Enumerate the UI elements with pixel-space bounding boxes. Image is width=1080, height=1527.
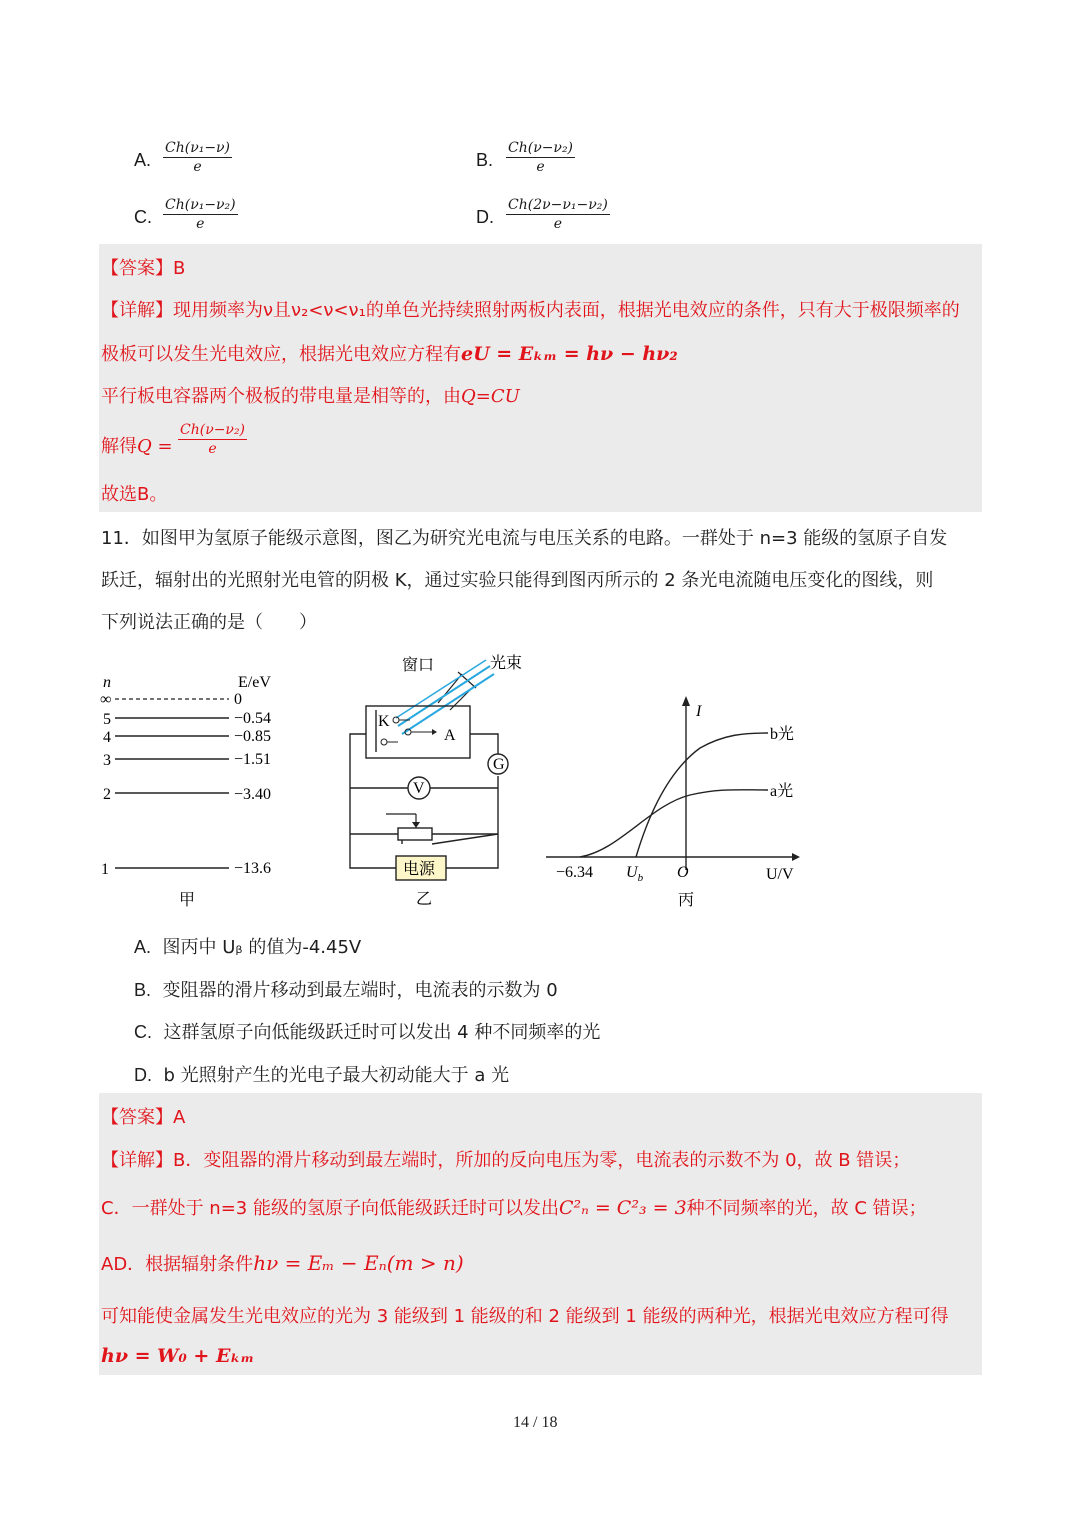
rheostat [398,828,432,840]
level-e-inf: 0 [234,691,242,708]
answer-block-11 [99,1093,982,1375]
level-n-1: 1 [101,861,109,878]
circuit-diagram [340,648,530,910]
answer10-conclusion: 故选B。 [101,484,168,505]
origin-label: O [677,864,689,881]
curve-b-label: b光 [770,726,795,743]
source-label: 电源 [403,861,436,878]
question11-line3: 下列说法正确的是（ ） [101,612,317,633]
option11-a [134,933,361,959]
option-a-fraction [163,140,232,175]
answer10-denominator: e [208,441,217,457]
answer-block-10 [99,244,982,512]
option-c-numerator: Ch(ν₁−ν₂) [165,197,236,213]
option-d-denominator: e [553,216,563,232]
answer10-qcu: Q=CU [461,386,520,407]
iu-graph [540,690,810,912]
answer10-detail-line4 [101,432,173,458]
energy-e-label: E/eV [238,674,271,691]
option11-b-letter: B. [134,980,152,1000]
i-axis-arrow-icon [682,696,690,706]
galvanometer-label: G [493,756,505,773]
answer10-detail-text4: 解得 [101,436,137,457]
question11-line1: 11．如图甲为氢原子能级示意图，图乙为研究光电流与电压关系的电路。一群处于 n=3 能级的氢原子自发 [101,528,948,549]
option11-c-text: 这群氢原子向低能级跃迁时可以发出 4 种不同频率的光 [163,1022,601,1043]
slider-arrow-icon [412,822,420,828]
anode-label: A [444,727,456,744]
answer11-photoelectric-eq: hν = W₀ + Eₖₘ [101,1345,255,1367]
circuit-wires [350,734,498,868]
u-axis-label: U/V [766,866,794,883]
curve-b [636,733,768,857]
option-d-numerator: Ch(2ν−ν₁−ν₂) [508,197,608,213]
ub-subscript: b [637,872,644,884]
option11-b-text: 变阻器的滑片移动到最左端时，电流表的示数为 0 [162,980,558,1001]
answer11-detail-tail2: 种不同频率的光，故 C 错误； [686,1198,927,1219]
option11-b [134,976,558,1002]
level-n-2: 2 [103,786,111,803]
option-b-fraction [506,140,575,175]
option-a-numerator: Ch(ν₁−ν) [165,140,231,156]
beam-label: 光束 [490,655,523,672]
i-axis-label: I [696,703,702,720]
answer10-detail-line1 [101,296,960,322]
answer10-detail-line3 [101,382,520,408]
answer11-radiation-eq: hν = Eₘ − Eₙ(m > n) [253,1251,464,1275]
question11-line2: 跃迁，辐射出的光照射光电管的阴极 K，通过实验只能得到图丙所示的 2 条光电流随电压变化的图线，则 [101,570,934,591]
answer10-detail-text1: 现用频率为ν且ν₂<ν<ν₁的单色光持续照射两板内表面，根据光电效应的条件，只有大于极限频率的 [173,300,960,321]
option-c-fraction [163,197,238,232]
option-b-numerator: Ch(ν−ν₂) [508,140,574,156]
option-a-letter: A. [134,150,152,170]
answer10-numerator: Ch(ν−ν₂) [180,422,246,438]
option11-a-letter: A. [134,937,152,957]
option11-d [134,1061,509,1087]
option11-d-text: b 光照射产生的光电子最大初动能大于 a 光 [163,1065,510,1086]
level-n-inf: ∞ [100,691,112,708]
energy-n-label: n [103,674,111,691]
level-e-5: −0.54 [234,710,272,727]
answer10-line: 【答案】B [101,258,186,279]
answer11-line: 【答案】A [101,1107,186,1128]
level-n-3: 3 [103,752,111,769]
answer10-detail-text3: 平行板电容器两个极板的带电量是相等的，由 [101,386,461,407]
option-b-letter: B. [476,150,494,170]
answer10-equation: eU = Eₖₘ = hν − hν₂ [461,343,678,365]
level-e-3: −1.51 [234,751,272,768]
level-e-4: −0.85 [234,728,272,745]
answer11-combination: C²ₙ = C²₃ = 3 [558,1197,687,1219]
level-n-4: 4 [103,729,111,746]
curve-a-label: a光 [770,783,794,800]
ub-label [626,864,644,884]
answer11-detail-line1: 【详解】B．变阻器的滑片移动到最左端时，所加的反向电压为零，电流表的示数不为 0，故 B 错误； [101,1150,911,1171]
option11-d-letter: D. [134,1065,152,1085]
curve-a [580,790,768,857]
x-neg-label: −6.34 [556,864,594,881]
answer10-q-label: Q = [137,436,173,457]
u-axis-arrow-icon [792,853,800,861]
level-e-2: −3.40 [234,786,272,803]
window-label: 窗口 [402,657,435,674]
option11-c-letter: C. [134,1022,152,1042]
answer11-detail-text2: C．一群处于 n=3 能级的氢原子向低能级跃迁时可以发出 [101,1198,559,1219]
graph-caption: 丙 [678,892,695,909]
answer11-detail-text3: AD．根据辐射条件 [101,1254,254,1275]
page-number: 14 / 18 [513,1414,558,1431]
voltmeter-label: V [413,780,425,797]
answer11-detail-line4: 可知能使金属发生光电效应的光为 3 能级到 1 能级的和 2 能级到 1 能级的两种光，根据光电效应方程可得 [101,1306,949,1327]
answer10-detail-line2 [101,340,678,366]
answer11-detail-line3 [101,1250,464,1276]
ub-main: U [626,864,638,881]
option-d-letter: D. [476,207,494,227]
circuit-caption: 乙 [416,891,433,908]
option-b-denominator: e [536,159,545,175]
answer10-detail-text2: 极板可以发生光电效应，根据光电效应方程有 [101,344,461,365]
option11-c [134,1018,600,1044]
option-c-letter: C. [134,207,152,227]
answer11-detail-line2 [101,1194,927,1220]
level-n-5: 5 [103,711,111,728]
answer10-detail-prefix: 【详解】 [101,300,173,321]
option-c-denominator: e [196,216,205,232]
energy-level-diagram [95,665,295,915]
cathode-label: K [378,713,390,730]
option-a-denominator: e [193,159,202,175]
option11-a-text: 图丙中 Uᵦ 的值为-4.45V [162,937,362,958]
level-e-1: −13.6 [234,860,272,877]
energy-caption: 甲 [179,892,196,909]
option-d-fraction [506,197,610,232]
answer10-fraction [178,422,247,457]
